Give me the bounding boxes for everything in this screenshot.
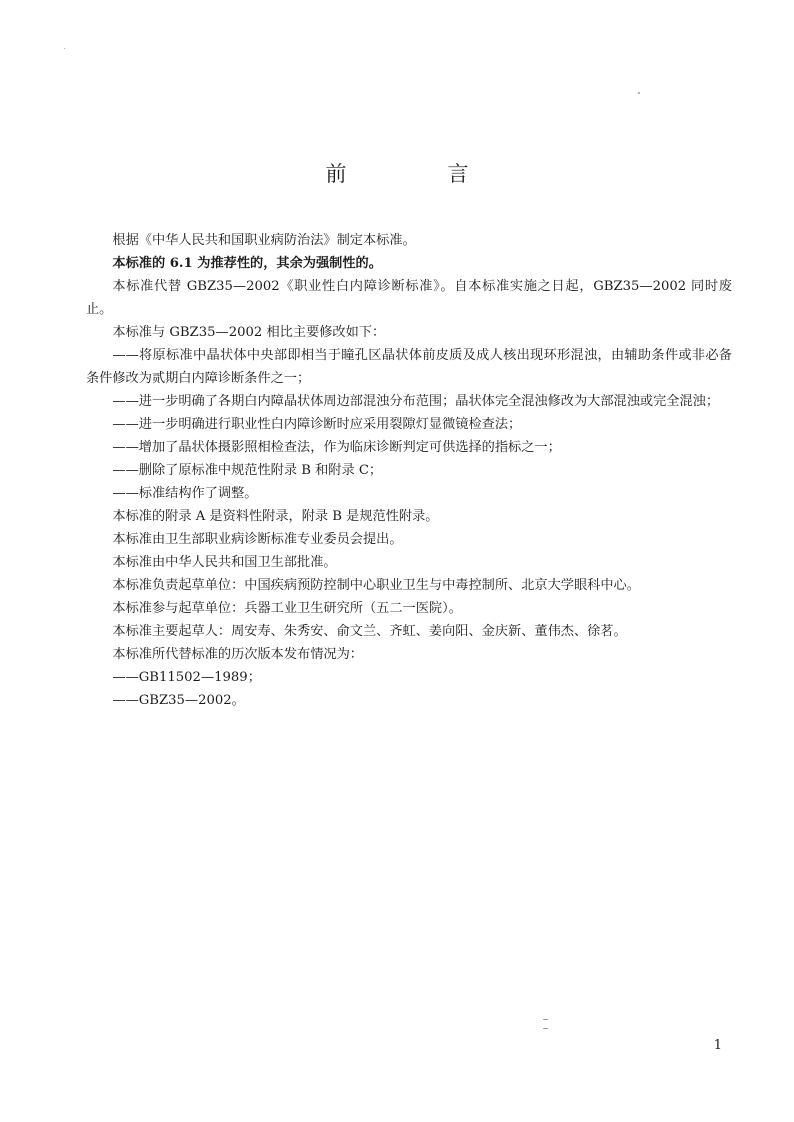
page-number: 1 [713,1038,722,1053]
foreword-paragraph: 本标准由卫生部职业病诊断标准专业委员会提出。 [112,532,403,547]
foreword-body [86,229,732,712]
foreword-paragraph: ——删除了原标准中规范性附录 B 和附录 C； [112,463,383,478]
foreword-paragraph: 本标准主要起草人：周安寿、朱秀安、俞文兰、齐虹、姜向阳、金庆新、董伟杰、徐茗。 [112,624,627,639]
scan-speck [638,92,640,94]
foreword-paragraph: 本标准由中华人民共和国卫生部批准。 [112,555,337,570]
foreword-paragraph: 本标准的附录 A 是资料性附录，附录 B 是规范性附录。 [112,509,439,524]
scan-speck [64,48,65,49]
scan-speck [543,1028,548,1029]
foreword-paragraph: 本标准参与起草单位：兵器工业卫生研究所（五二一医院）。 [112,601,462,616]
foreword-paragraph: ——GB11502—1989； [112,670,261,685]
foreword-paragraph: ——进一步明确进行职业性白内障诊断时应采用裂隙灯显微镜检查法； [112,417,522,432]
foreword-paragraph: ——标准结构作了调整。 [112,486,258,501]
foreword-paragraph: 本标准所代替标准的历次版本发布情况为： [112,647,363,662]
page-title: 前 言 [325,162,509,186]
foreword-paragraph: ——进一步明确了各期白内障晶状体周边部混浊分布范围；晶状体完全混浊修改为大部混浊或完全混浊； [112,394,720,409]
scan-speck [543,1019,548,1020]
foreword-paragraph: ——GBZ35—2002。 [112,693,245,708]
foreword-paragraph: 本标准与 GBZ35—2002 相比主要修改如下： [112,325,386,340]
foreword-paragraph: 本标准代替 GBZ35—2002《职业性白内障诊断标准》。自本标准实施之日起，GBZ35—2002 同时废止。 [86,279,732,317]
foreword-paragraph: 根据《中华人民共和国职业病防治法》制定本标准。 [112,233,416,248]
foreword-paragraph: ——增加了晶状体摄影照相检查法，作为临床诊断判定可供选择的指标之一； [112,440,561,455]
foreword-paragraph: 本标准的 6.1 为推荐性的，其余为强制性的。 [112,256,382,271]
foreword-paragraph: ——将原标准中晶状体中央部即相当于瞳孔区晶状体前皮质及成人核出现环形混浊，由辅助条件或非必备条件修改为贰期白内障诊断条件之一； [86,348,732,386]
foreword-paragraph: 本标准负责起草单位：中国疾病预防控制中心职业卫生与中毒控制所、北京大学眼科中心。 [112,578,640,593]
